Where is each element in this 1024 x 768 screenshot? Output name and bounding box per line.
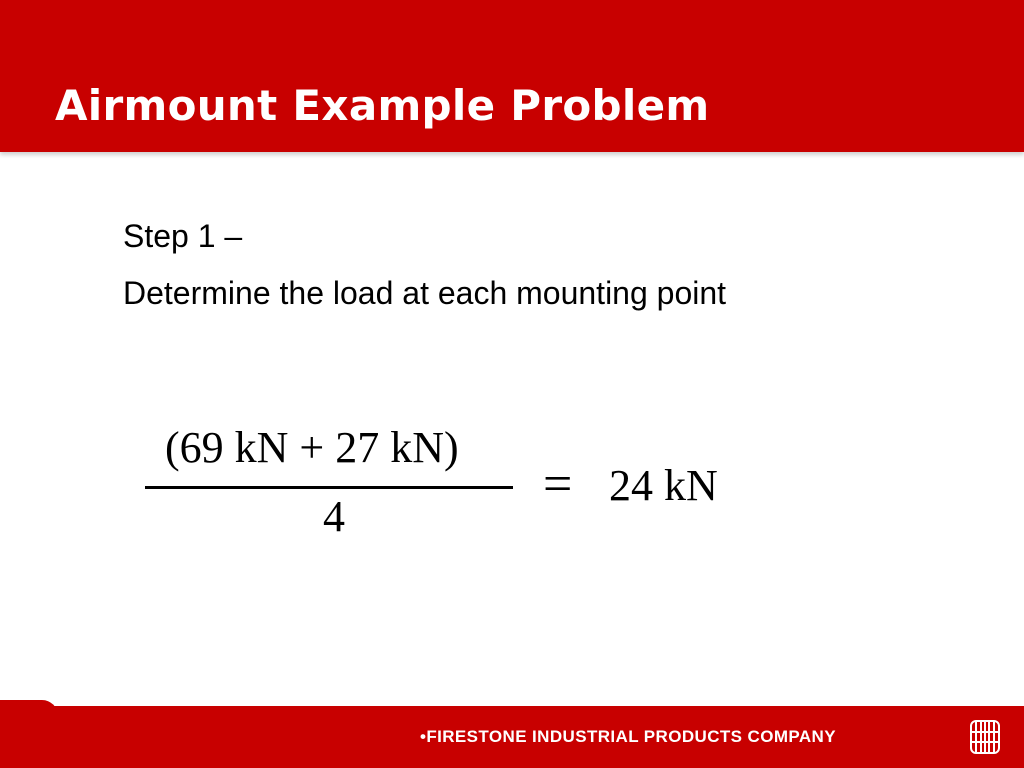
step-label: Step 1 –: [123, 218, 243, 254]
company-name: •FIRESTONE INDUSTRIAL PRODUCTS COMPANY: [420, 727, 836, 746]
equation-result: 24 kN: [609, 461, 718, 510]
equation-denominator: 4: [323, 492, 345, 541]
firestone-logo-icon: [970, 718, 1000, 756]
fraction-bar: [145, 486, 513, 489]
slide-title: Airmount Example Problem: [55, 81, 710, 130]
equation-numerator: (69 kN + 27 kN): [165, 423, 459, 472]
step-description: Determine the load at each mounting point: [123, 275, 727, 311]
equals-sign: =: [543, 456, 573, 513]
